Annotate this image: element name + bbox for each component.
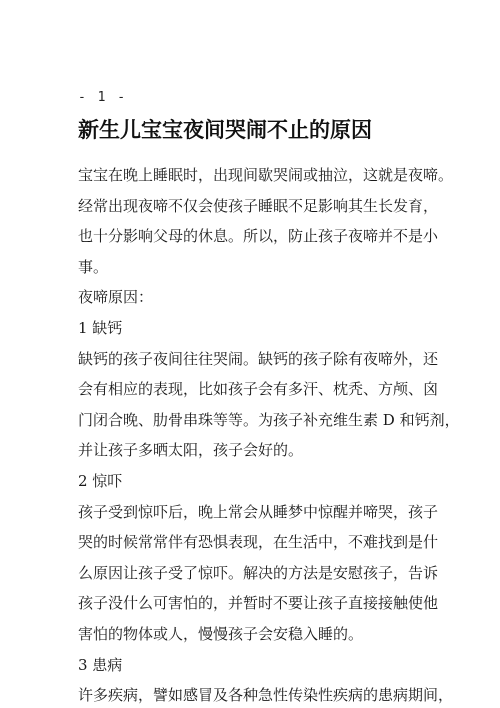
text-line: 孩子受到惊吓后，晚上常会从睡梦中惊醒并啼哭，孩子 (78, 502, 439, 521)
text-line: 宝宝在晚上睡眠时，出现间歇哭闹或抽泣，这就是夜啼。 (78, 166, 454, 184)
text-line: 也十分影响父母的休息。所以，防止孩子夜啼并不是小 (78, 227, 439, 246)
text-line: 孩子没什么可害怕的，并暂时不要让孩子直接接触使他 (78, 594, 439, 613)
section-heading: 2 惊吓 (78, 471, 123, 490)
text-line: 哭的时候常常伴有恐惧表现，在生活中，不难找到是什 (78, 533, 439, 552)
section-heading: 3 患病 (78, 655, 123, 674)
text-line: 缺钙的孩子夜间往往哭闹。缺钙的孩子除有夜啼外，还 (78, 349, 439, 368)
text-line: 许多疾病，譬如感冒及各种急性传染性疾病的患病期间， (78, 686, 454, 705)
section-heading: 1 缺钙 (78, 318, 123, 337)
section-label: 夜啼原因： (78, 288, 154, 307)
text-line: 并让孩子多晒太阳，孩子会好的。 (78, 441, 304, 460)
document-title: 新生儿宝宝夜间哭闹不止的原因 (78, 118, 372, 142)
text-line: 门闭合晚、肋骨串珠等等。为孩子补充维生素 D 和钙剂， (78, 410, 460, 429)
body-text (78, 166, 460, 705)
text-line: 经常出现夜啼不仅会使孩子睡眠不足影响其生长发育， (78, 196, 439, 215)
text-line: 么原因让孩子受了惊吓。解决的方法是安慰孩子，告诉 (78, 563, 439, 582)
text-line: 会有相应的表现，比如孩子会有多汗、枕秃、方颅、囟 (78, 380, 439, 399)
page-number: - 1 - (78, 90, 128, 105)
text-line: 害怕的物体或人，慢慢孩子会安稳入睡的。 (78, 624, 364, 643)
text-line: 事。 (78, 257, 109, 276)
